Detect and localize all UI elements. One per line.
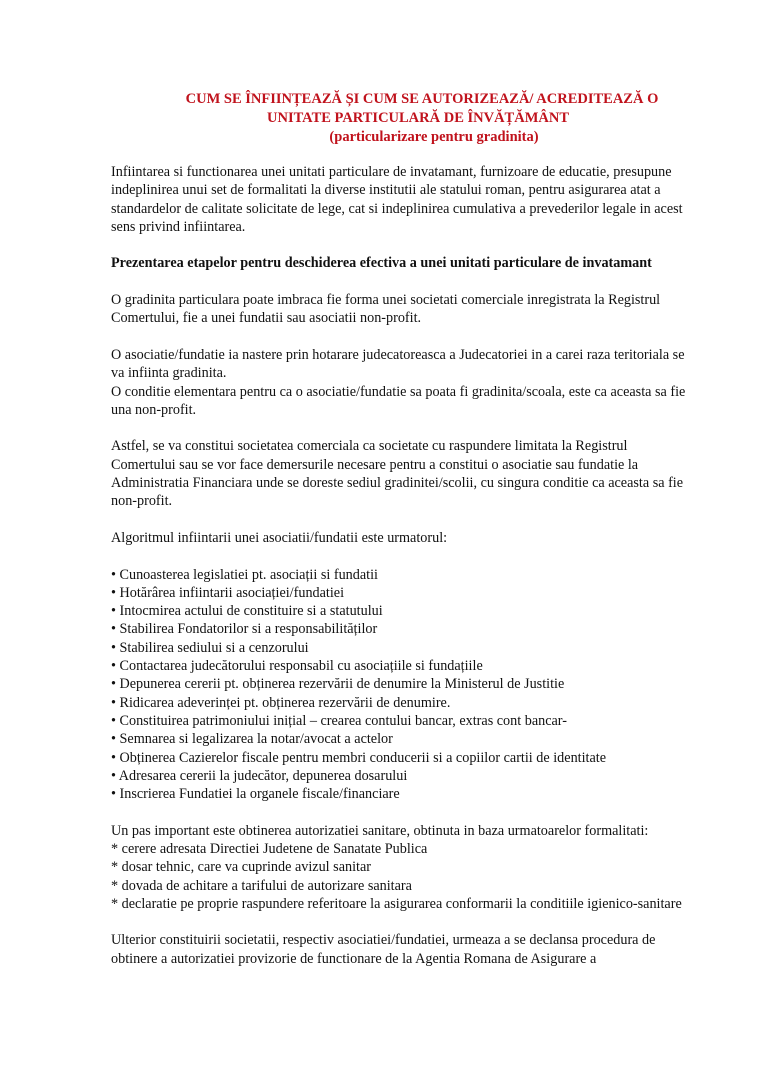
list-item: * dosar tehnic, care va cuprinde avizul sanitar — [111, 859, 371, 876]
list-item: * dovada de achitare a tarifului de autorizare sanitara — [111, 877, 412, 894]
astfel-paragraph: Astfel, se va constitui societatea comerciala ca societate cu raspundere limitata la Registrul Comertului sau se vor face demersurile necesare pentru a constitui o asociatie sau fundatie la Administratia Financiara unde se doreste sediul gradinitei/scolii, cu singura conditie ca aceasta sa fie non-profit. — [111, 438, 684, 510]
document-title — [108, 90, 720, 147]
list-item: • Contactarea judecătorului responsabil cu asociațiile si fundațiile — [111, 658, 483, 675]
steps-list — [111, 566, 691, 804]
section-heading: Prezentarea etapelor pentru deschiderea efectiva a unei unitati particulare de invatamant — [111, 255, 652, 272]
list-item: • Depunerea cererii pt. obținerea rezervării de denumire la Ministerul de Justitie — [111, 676, 565, 693]
list-item: * declaratie pe proprie raspundere referitoare la asigurarea conformarii la conditiile igienico-sanitare — [111, 895, 682, 912]
title-line-2: UNITATE PARTICULARĂ DE ÎNVĂȚĂMÂNT — [267, 110, 569, 126]
list-item: • Hotărârea infiintarii asociației/fundatiei — [111, 584, 345, 601]
ulterior-paragraph: Ulterior constituirii societatii, respectiv asociatiei/fundatiei, urmeaza a se declansa procedura de obtinere a autorizatiei provizorie de functionare de la Agentia Romana de Asigurare a — [111, 932, 656, 967]
list-item: * cerere adresata Directiei Judetene de Sanatate Publica — [111, 840, 428, 857]
list-item: • Constituirea patrimoniului inițial – crearea contului bancar, extras cont bancar- — [111, 712, 567, 729]
document-body — [111, 163, 691, 968]
title-line-1: CUM SE ÎNFIINȚEAZĂ ȘI CUM SE AUTORIZEAZĂ/ ACREDITEAZĂ O — [185, 91, 659, 107]
intro-paragraph: Infiintarea si functionarea unei unitati particulare de invatamant, furnizoare de educatie, presupune indeplinirea unui set de formalitati la diverse institutii ale statului roman, pentru asigurarea atat a standardelor de calitate solicitate de lege, cat si indeplinirea cumulativa a prevederilor legale in acest sens privind infiintarea. — [111, 164, 683, 235]
list-item: • Stabilirea sediului si a cenzorului — [111, 639, 309, 656]
forma-paragraph: O gradinita particulara poate imbraca fie forma unei societati comerciale inregistrata la Registrul Comertului, fie a unei fundatii sau asociatii non-profit. — [111, 292, 661, 327]
asociatie-paragraph: O asociatie/fundatie ia nastere prin hotarare judecatoreasca a Judecatoriei in a carei raza teritoriala se va infiinta gradinita. — [111, 346, 685, 382]
list-item: • Intocmirea actului de constituire si a statutului — [111, 603, 383, 620]
list-item: • Ridicarea adeverinței pt. obținerea rezervării de denumire. — [111, 694, 451, 711]
list-item: • Semnarea si legalizarea la notar/avocat a actelor — [111, 731, 393, 748]
list-item: • Obținerea Cazierelor fiscale pentru membri conducerii si a copiilor cartii de identitate — [111, 749, 607, 766]
pas-important-paragraph: Un pas important este obtinerea autorizatiei sanitare, obtinuta in baza urmatoarelor formalitati: — [111, 822, 649, 839]
list-item: • Inscrierea Fundatiei la organele fiscale/financiare — [111, 786, 400, 803]
list-item: • Adresarea cererii la judecător, depunerea dosarului — [111, 767, 408, 784]
sanitary-list — [111, 840, 691, 913]
conditie-paragraph: O conditie elementara pentru ca o asociatie/fundatie sa poata fi gradinita/scoala, este ca aceasta sa fie una non-profit. — [111, 383, 686, 418]
title-line-3: (particularizare pentru gradinita) — [329, 129, 539, 145]
list-item: • Stabilirea Fondatorilor si a responsabilităților — [111, 621, 378, 638]
algoritm-paragraph: Algoritmul infiintarii unei asociatii/fundatii este urmatorul: — [111, 529, 448, 546]
list-item: • Cunoasterea legislatiei pt. asociații si fundatii — [111, 566, 378, 583]
